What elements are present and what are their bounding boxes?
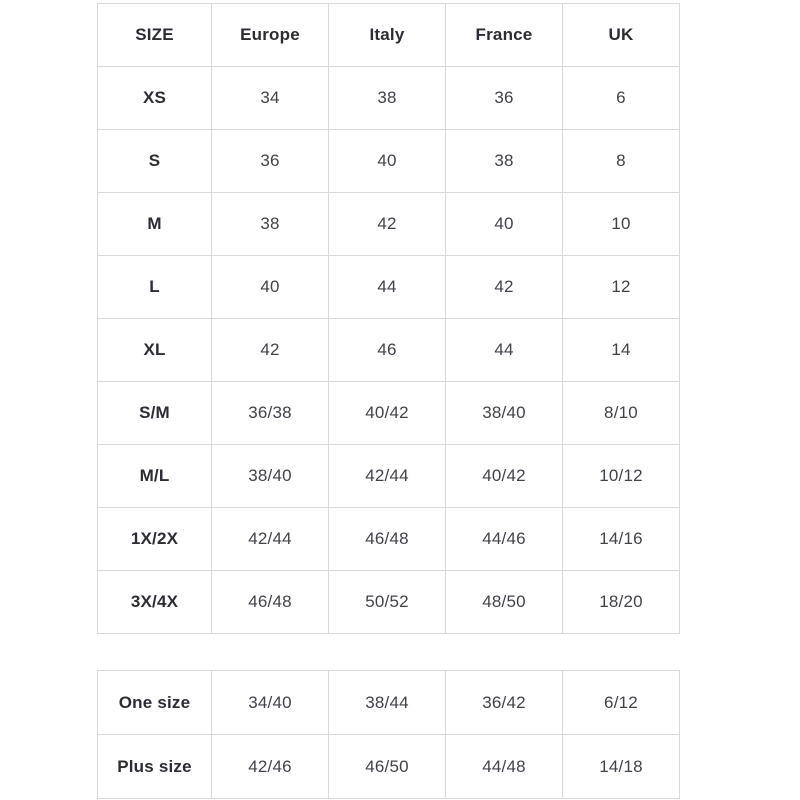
value-cell: 42 [329,193,446,256]
size-label-cell: XL [98,319,212,382]
value-cell: 38/40 [212,445,329,508]
value-cell: 38 [212,193,329,256]
size-label-cell: 1X/2X [98,508,212,571]
value-cell: 6 [563,67,680,130]
value-cell: 10/12 [563,445,680,508]
value-cell: 14/18 [563,735,680,799]
value-cell: 50/52 [329,571,446,634]
header-italy: Italy [329,4,446,67]
special-size-table [97,670,680,799]
size-label-cell: S [98,130,212,193]
value-cell: 36/38 [212,382,329,445]
value-cell: 44 [329,256,446,319]
header-size: SIZE [98,4,212,67]
size-label-cell: One size [98,671,212,735]
value-cell: 36 [446,67,563,130]
value-cell: 44/46 [446,508,563,571]
value-cell: 42/46 [212,735,329,799]
size-label-cell: XS [98,67,212,130]
value-cell: 48/50 [446,571,563,634]
value-cell: 44 [446,319,563,382]
value-cell: 46/50 [329,735,446,799]
value-cell: 42/44 [212,508,329,571]
header-europe: Europe [212,4,329,67]
table-row [98,319,680,382]
value-cell: 6/12 [563,671,680,735]
value-cell: 38 [329,67,446,130]
table-row [98,67,680,130]
value-cell: 38/40 [446,382,563,445]
table-row [98,445,680,508]
header-uk: UK [563,4,680,67]
value-cell: 38/44 [329,671,446,735]
value-cell: 36 [212,130,329,193]
table-row [98,382,680,445]
value-cell: 12 [563,256,680,319]
value-cell: 10 [563,193,680,256]
value-cell: 38 [446,130,563,193]
value-cell: 46/48 [329,508,446,571]
value-cell: 40 [212,256,329,319]
value-cell: 46 [329,319,446,382]
table-row [98,671,680,735]
value-cell: 14 [563,319,680,382]
value-cell: 34 [212,67,329,130]
header-france: France [446,4,563,67]
size-label-cell: 3X/4X [98,571,212,634]
table-row [98,508,680,571]
value-cell: 46/48 [212,571,329,634]
value-cell: 8 [563,130,680,193]
value-cell: 8/10 [563,382,680,445]
table-row [98,735,680,799]
size-label-cell: M/L [98,445,212,508]
value-cell: 40 [446,193,563,256]
value-cell: 42/44 [329,445,446,508]
value-cell: 42 [446,256,563,319]
value-cell: 44/48 [446,735,563,799]
value-cell: 34/40 [212,671,329,735]
table-row [98,130,680,193]
value-cell: 40 [329,130,446,193]
value-cell: 42 [212,319,329,382]
value-cell: 40/42 [329,382,446,445]
value-cell: 36/42 [446,671,563,735]
value-cell: 18/20 [563,571,680,634]
value-cell: 40/42 [446,445,563,508]
table-row [98,193,680,256]
header-row [98,4,680,67]
size-label-cell: S/M [98,382,212,445]
value-cell: 14/16 [563,508,680,571]
table-row [98,256,680,319]
size-conversion-table [97,3,680,634]
size-label-cell: L [98,256,212,319]
size-label-cell: Plus size [98,735,212,799]
size-label-cell: M [98,193,212,256]
table-row [98,571,680,634]
